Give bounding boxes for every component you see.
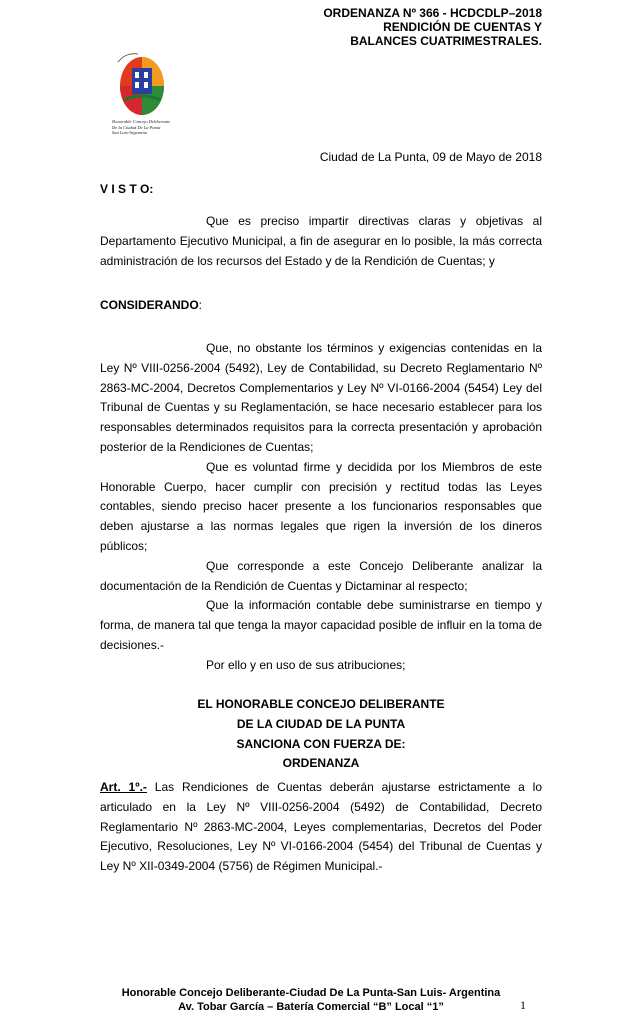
considerando-heading: CONSIDERANDO: bbox=[100, 298, 203, 312]
ordinance-title-line1: RENDICIÓN DE CUENTAS Y bbox=[383, 20, 542, 34]
considerando-paragraph-4: Que la información contable debe suministrarse en tiempo y forma, de manera tal que tenga la mayor capacidad posible de influir en la toma de decisiones.- bbox=[100, 598, 542, 652]
article-1-text: Las Rendiciones de Cuentas deberán ajustarse estrictamente a lo articulado en la Ley Nº VIII-0256-2004 (5492) de Contabilidad, Decreto Reglamentario Nº 2863-MC-2004, Leyes complementarias, Decretos del Poder Ejecutivo, Resoluciones, Ley Nº VI-0166-2004 (5454) del Tribunal de Cuentas y Ley Nº XII-0349-2004 (5756) de Régimen Municipal.- bbox=[100, 780, 542, 874]
article-1 bbox=[100, 778, 542, 877]
visto-heading: V I S T O: bbox=[100, 182, 154, 196]
footer-line-2: Av. Tobar García – Batería Comercial “B” Local “1” bbox=[178, 1001, 444, 1013]
visto-section bbox=[100, 212, 542, 271]
considerando-paragraph-1: Que, no obstante los términos y exigencias contenidas en la Ley Nº VIII-0256-2004 (5492), Ley de Contabilidad, su Decreto Reglamentario Nº 2863-MC-2004, Decretos Complementarios y Ley Nº VI-0166-2004 (5454) Ley del Tribunal de Cuentas y su Reglamentación, se hace necesario establecer para los responsables determinados requisitos para la correcta presentación y aprobación posterior de la Rendiciones de Cuentas; bbox=[100, 341, 542, 454]
footer-line-1: Honorable Concejo Deliberante-Ciudad De La Punta-San Luis- Argentina bbox=[121, 987, 501, 999]
article-1-label: Art. 1º.- bbox=[100, 780, 147, 794]
ordinance-title-line2: BALANCES CUATRIMESTRALES. bbox=[350, 34, 542, 48]
considerando-paragraph-2: Que es voluntad firme y decidida por los Miembros de este Honorable Cuerpo, hacer cumplir con precisión y rectitud todas las Leyes contables, siendo preciso hacer presente a los funcionarios responsables que deben ajustarse a las normas legales que rigen la inversión de los dineros públicos; bbox=[100, 459, 542, 553]
logo-caption: Honorable Concejo Deliberante De la Ciudad De La Punta San Luis-Argentina bbox=[112, 119, 171, 135]
considerando-section bbox=[100, 339, 542, 676]
council-logo-icon bbox=[106, 48, 176, 118]
considerando-paragraph-3: Que corresponde a este Concejo Deliberante analizar la documentación de la Rendición de Cuentas y Dictaminar al respecto; bbox=[100, 558, 542, 593]
document-header bbox=[323, 6, 542, 48]
sanction-line-1: EL HONORABLE CONCEJO DELIBERANTE bbox=[197, 697, 445, 711]
page-number: 1 bbox=[520, 998, 526, 1012]
considerando-paragraph-5: Por ello y en uso de sus atribuciones; bbox=[206, 657, 406, 672]
ordinance-number: ORDENANZA Nº 366 - HCDCDLP–2018 bbox=[323, 6, 542, 20]
document-date: Ciudad de La Punta, 09 de Mayo de 2018 bbox=[319, 150, 542, 164]
sanction-block bbox=[100, 695, 542, 774]
sanction-line-2: DE LA CIUDAD DE LA PUNTA bbox=[236, 716, 406, 731]
sanction-line-4: ORDENANZA bbox=[282, 756, 360, 771]
sanction-line-3: SANCIONA CON FUERZA DE: bbox=[236, 736, 406, 751]
visto-paragraph: Que es preciso impartir directivas claras y objetivas al Departamento Ejecutivo Municipal, a fin de asegurar en lo posible, la más correcta administración de los recursos del Estado y de la Rendición de Cuentas; y bbox=[100, 214, 542, 268]
